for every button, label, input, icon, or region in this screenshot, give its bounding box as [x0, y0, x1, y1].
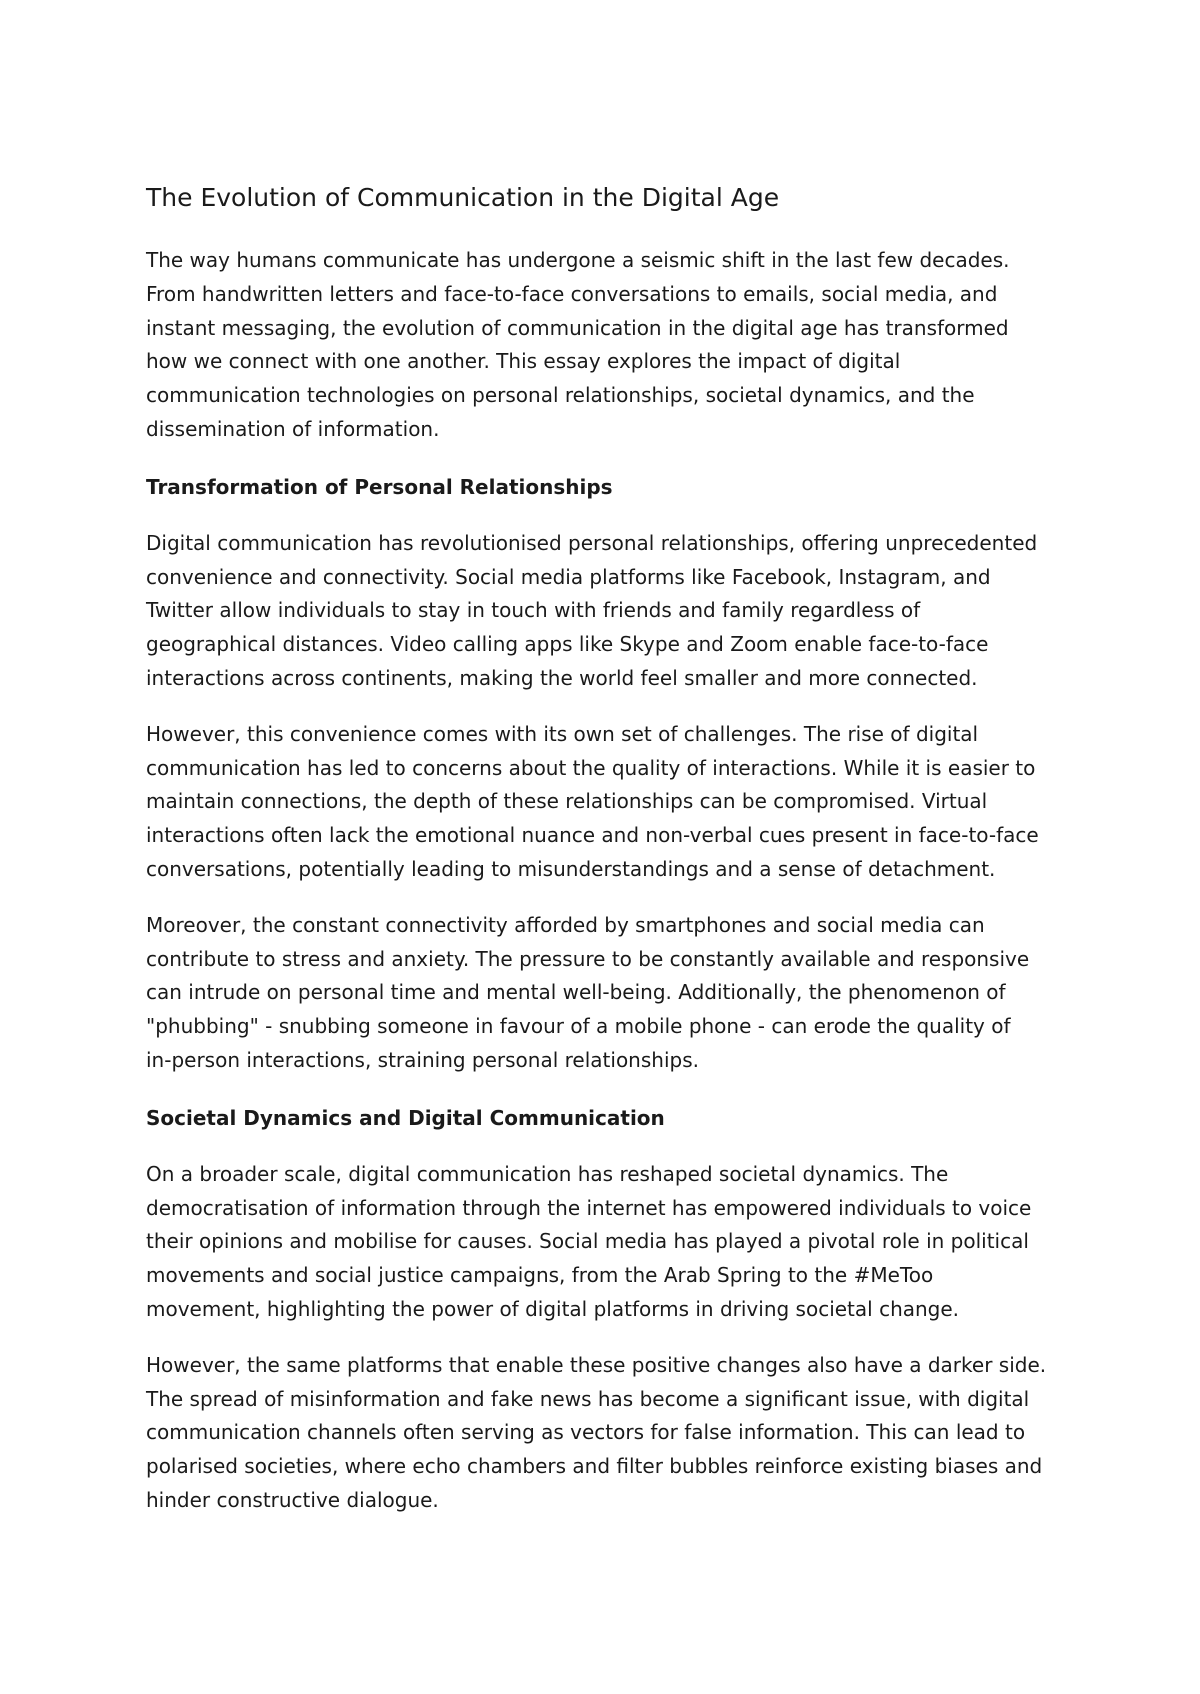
intro-paragraph: The way humans communicate has undergone a seismic shift in the last few decades. From handwritten letters and face-to-face conversations to emails, social media, and instant messaging, the evolution of communication in the digital age has transformed how we connect with one another. This essay explores the impact of digital communication technologies on personal relationships, societal dynamics, and the dissemination of information. [146, 248, 1010, 441]
paragraph: On a broader scale, digital communication has reshaped societal dynamics. The democratisation of information through the internet has empowered individuals to voice their opinions and mobilise for causes. Social media has played a pivotal role in political movements and social justice campaigns, from the Arab Spring to the #MeToo movement, highlighting the power of digital platforms in driving societal change. [146, 1161, 1032, 1321]
section-heading-societal-dynamics: Societal Dynamics and Digital Communication [146, 1105, 665, 1130]
paragraph: Digital communication has revolutionised personal relationships, offering unprecedented convenience and connectivity. Social media platforms like Facebook, Instagram, and Twitter allow individuals to stay in touch with friends and family regardless of geographical distances. Video calling apps like Skype and Zoom enable face-to-face interactions across continents, making the world feel smaller and more connected. [146, 530, 1038, 690]
document-page [146, 178, 1076, 1540]
paragraph: However, the same platforms that enable these positive changes also have a darker side. The spread of misinformation and fake news has become a significant issue, with digital communication channels often serving as vectors for false information. This can lead to polarised societies, where echo chambers and filter bubbles reinforce existing biases and hinder constructive dialogue. [146, 1352, 1047, 1512]
document-title: The Evolution of Communication in the Digital Age [146, 183, 780, 212]
section-heading-personal-relationships: Transformation of Personal Relationships [146, 474, 613, 499]
paragraph: Moreover, the constant connectivity afforded by smartphones and social media can contribute to stress and anxiety. The pressure to be constantly available and responsive can intrude on personal time and mental well-being. Additionally, the phenomenon of "phubbing" - snubbing someone in favour of a mobile phone - can erode the quality of in-person interactions, straining personal relationships. [146, 912, 1030, 1072]
paragraph: However, this convenience comes with its own set of challenges. The rise of digital communication has led to concerns about the quality of interactions. While it is easier to maintain connections, the depth of these relationships can be compromised. Virtual interactions often lack the emotional nuance and non-verbal cues present in face-to-face conversations, potentially leading to misunderstandings and a sense of detachment. [146, 721, 1039, 881]
